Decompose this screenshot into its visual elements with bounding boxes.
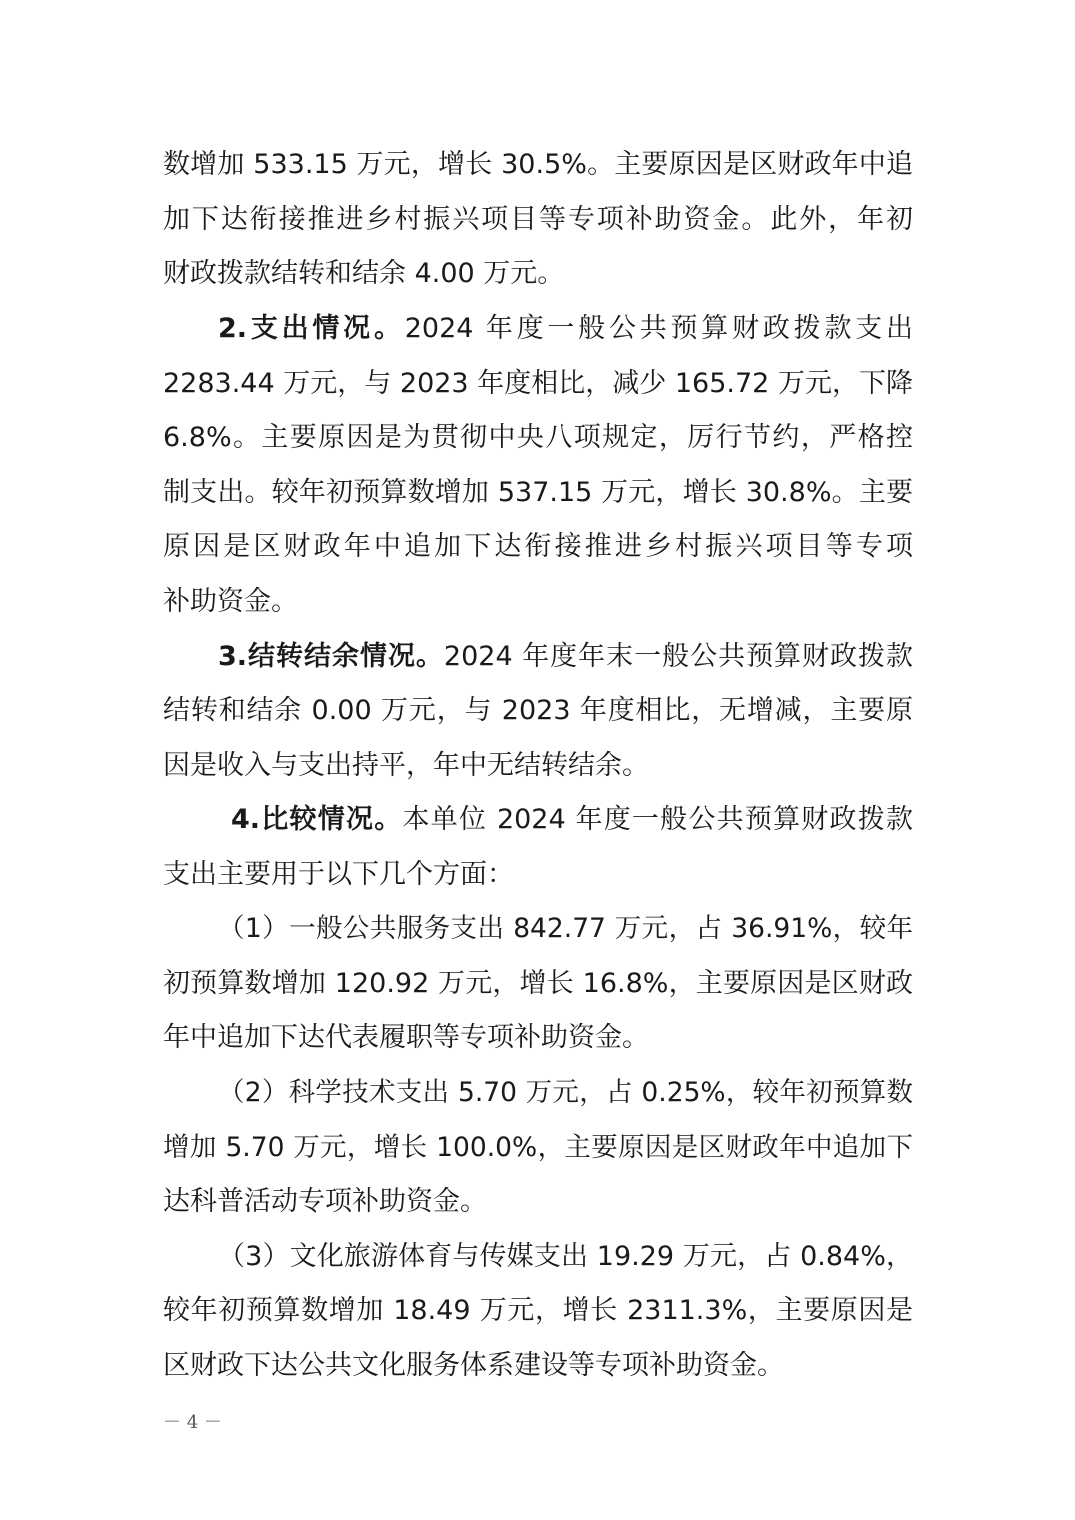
text-line: 增加 5.70 万元，增长 100.0%，主要原因是区财政年中追加下 — [163, 1132, 913, 1163]
section-heading-comparison: 4.比较情况。 — [231, 804, 403, 835]
text-line: 初预算数增加 120.92 万元，增长 16.8%，主要原因是区财政 — [163, 968, 913, 999]
text-line: 因是收入与支出持平，年中无结转结余。 — [163, 750, 649, 781]
page-number: － 4 － — [163, 1412, 222, 1433]
list-item-line: （2）科学技术支出 5.70 万元，占 0.25%，较年初预算数 — [218, 1077, 913, 1108]
list-item-line: （1）一般公共服务支出 842.77 万元，占 36.91%，较年 — [218, 913, 913, 944]
text-line: 2283.44 万元，与 2023 年度相比，减少 165.72 万元，下降 — [163, 368, 913, 399]
text-line: 制支出。较年初预算数增加 537.15 万元，增长 30.8%。主要 — [163, 477, 913, 508]
text-line: 结转和结余 0.00 万元，与 2023 年度相比，无增减，主要原 — [163, 695, 913, 726]
section-heading-line — [231, 800, 913, 840]
text-line: 财政拨款结转和结余 4.00 万元。 — [163, 258, 565, 289]
text-line: 较年初预算数增加 18.49 万元，增长 2311.3%，主要原因是 — [163, 1295, 913, 1326]
text-line: 本单位 2024 年度一般公共预算财政拨款 — [402, 804, 913, 835]
section-heading-line — [218, 309, 913, 349]
text-line: 加下达衔接推进乡村振兴项目等专项补助资金。此外，年初 — [163, 204, 913, 235]
text-line: 原因是区财政年中追加下达衔接推进乡村振兴项目等专项 — [163, 531, 913, 562]
text-line: 年中追加下达代表履职等专项补助资金。 — [163, 1022, 649, 1053]
text-line: 区财政下达公共文化服务体系建设等专项补助资金。 — [163, 1350, 784, 1381]
list-item-line: （3）文化旅游体育与传媒支出 19.29 万元，占 0.84%， — [218, 1241, 913, 1272]
text-line: 补助资金。 — [163, 586, 298, 617]
text-line: 达科普活动专项补助资金。 — [163, 1186, 487, 1217]
section-heading-carryover: 3.结转结余情况。 — [218, 641, 444, 672]
section-heading-line — [218, 637, 913, 677]
text-line: 数增加 533.15 万元，增长 30.5%。主要原因是区财政年中追 — [163, 149, 913, 180]
text-line: 2024 年度一般公共预算财政拨款支出 — [404, 313, 914, 344]
text-line: 2024 年度年末一般公共预算财政拨款 — [443, 641, 913, 672]
text-line: 支出主要用于以下几个方面： — [163, 859, 514, 890]
text-line: 6.8%。主要原因是为贯彻中央八项规定，厉行节约，严格控 — [163, 422, 913, 453]
section-heading-expenditure: 2.支出情况。 — [218, 313, 405, 344]
